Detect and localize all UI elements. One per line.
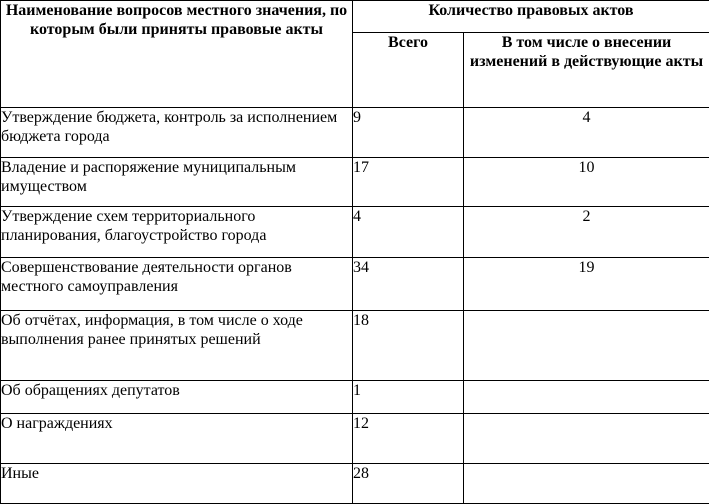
table-row xyxy=(1,413,709,463)
table-row xyxy=(1,463,709,503)
row-amendments: 10 xyxy=(464,157,709,206)
row-topic: Утверждение бюджета, контроль за исполнением бюджета города xyxy=(1,108,353,157)
row-amendments xyxy=(464,311,709,381)
row-topic: Утверждение схем территориального планирования, благоустройство города xyxy=(1,206,353,257)
row-topic: О награждениях xyxy=(1,413,353,463)
row-topic: Иные xyxy=(1,463,353,503)
row-total: 17 xyxy=(353,157,464,206)
row-total: 28 xyxy=(353,463,464,503)
row-amendments xyxy=(464,463,709,503)
row-topic: Об отчётах, информация, в том числе о ходе выполнения ранее принятых решений xyxy=(1,311,353,381)
row-amendments xyxy=(464,413,709,463)
table-row xyxy=(1,311,709,381)
row-amendments xyxy=(464,381,709,413)
header-row-top xyxy=(1,1,709,33)
row-topic: Об обращениях депутатов xyxy=(1,381,353,413)
table-row xyxy=(1,381,709,413)
row-amendments: 4 xyxy=(464,108,709,157)
row-total: 12 xyxy=(353,413,464,463)
header-topic: Наименование вопросов местного значения, по которым были приняты правовые акты xyxy=(1,1,353,108)
row-topic: Совершенствование деятельности органов местного самоуправления xyxy=(1,258,353,311)
header-amendments: В том числе о внесении изменений в действующие акты xyxy=(464,33,709,108)
table-row xyxy=(1,206,709,257)
table-row xyxy=(1,157,709,206)
row-total: 34 xyxy=(353,258,464,311)
row-total: 18 xyxy=(353,311,464,381)
row-total: 9 xyxy=(353,108,464,157)
header-acts-count: Количество правовых актов xyxy=(353,1,709,33)
row-total: 1 xyxy=(353,381,464,413)
table-row xyxy=(1,258,709,311)
row-total: 4 xyxy=(353,206,464,257)
row-topic: Владение и распоряжение муниципальным имуществом xyxy=(1,157,353,206)
table-row xyxy=(1,108,709,157)
row-amendments: 19 xyxy=(464,258,709,311)
row-amendments: 2 xyxy=(464,206,709,257)
header-total: Всего xyxy=(353,33,464,108)
